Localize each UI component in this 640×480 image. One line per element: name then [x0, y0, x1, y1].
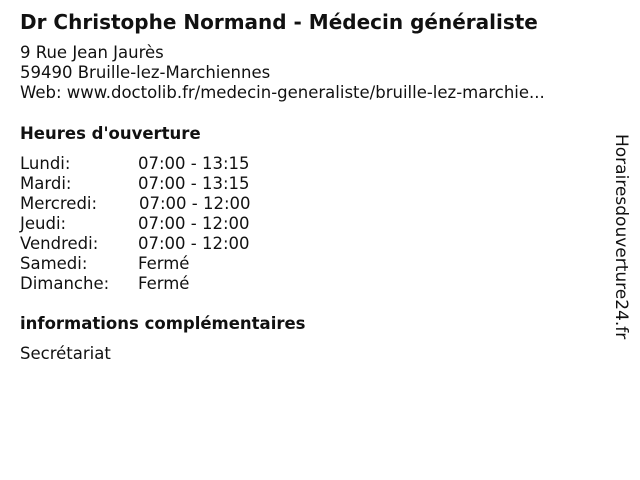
time-range: 07:00 - 12:00: [138, 214, 250, 233]
day-label: Samedi:: [20, 254, 88, 273]
website-text: Web: www.doctolib.fr/medecin-generaliste/bruille-lez-marchie...: [20, 83, 545, 102]
time-range: Fermé: [138, 274, 190, 293]
hours-row-thursday: [20, 214, 320, 234]
hours-row-monday: [20, 154, 320, 174]
day-label: Mardi:: [20, 174, 72, 193]
time-range: 07:00 - 13:15: [138, 154, 250, 173]
address-city: 59490 Bruille-lez-Marchiennes: [20, 63, 271, 82]
address-block: [20, 43, 545, 103]
day-label: Dimanche:: [20, 274, 110, 293]
day-label: Mercredi:: [20, 194, 98, 213]
site-brand-vertical: [612, 134, 632, 354]
time-range: Fermé: [138, 254, 190, 273]
additional-info-heading: informations complémentaires: [20, 314, 306, 333]
time-range: 07:00 - 12:00: [138, 234, 250, 253]
day-label: Vendredi:: [20, 234, 99, 253]
day-label: Lundi:: [20, 154, 71, 173]
hours-row-saturday: [20, 254, 320, 274]
address-street: 9 Rue Jean Jaurès: [20, 43, 164, 62]
hours-row-sunday: [20, 274, 320, 294]
page-title: Dr Christophe Normand - Médecin généraliste: [20, 10, 538, 34]
hours-row-wednesday: [20, 194, 320, 214]
additional-info-text: Secrétariat: [20, 344, 111, 363]
hours-row-tuesday: [20, 174, 320, 194]
time-range: 07:00 - 12:00: [139, 194, 251, 213]
opening-hours-heading: Heures d'ouverture: [20, 124, 201, 143]
hours-row-friday: [20, 234, 320, 254]
opening-hours-list: [20, 154, 320, 294]
site-brand-text: Horairesdouverture24.fr: [611, 134, 631, 340]
day-label: Jeudi:: [20, 214, 67, 233]
time-range: 07:00 - 13:15: [138, 174, 250, 193]
